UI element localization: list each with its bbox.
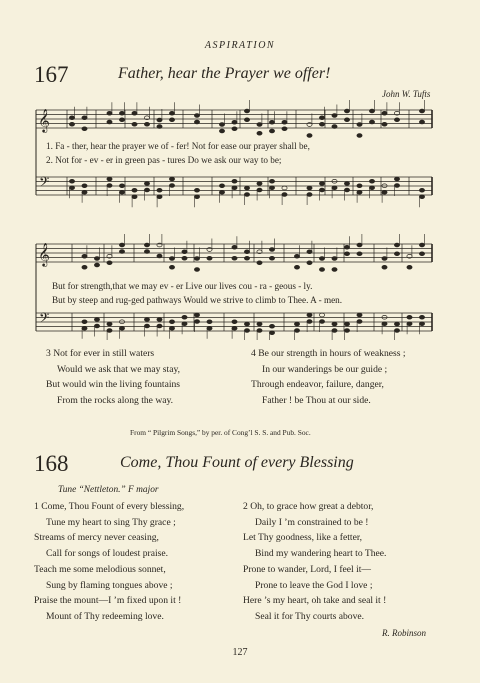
- note-head: [69, 179, 74, 183]
- note-head: [182, 250, 187, 254]
- note-head: [269, 324, 274, 328]
- note-head: [194, 114, 199, 118]
- note-head: [332, 268, 337, 272]
- note-head: [294, 329, 299, 333]
- note-head: [357, 252, 362, 256]
- note-head: [357, 184, 362, 188]
- note-head: [194, 268, 199, 272]
- stanza-line: 2 Oh, to grace how great a debtor,: [243, 501, 374, 512]
- note-head: [82, 320, 87, 324]
- note-head: [169, 118, 174, 122]
- note-head: [332, 114, 337, 118]
- stanza-line: In our wanderings be our guide ;: [262, 363, 388, 375]
- note-head: [369, 109, 374, 113]
- stanza-line: Through endeavor, failure, danger,: [251, 379, 384, 391]
- note-head: [169, 326, 174, 330]
- note-head: [194, 188, 199, 192]
- note-head: [232, 326, 237, 330]
- stanza-line: Teach me some melodious sonnet,: [34, 563, 166, 575]
- hymn-167-composer: John W. Tufts: [382, 89, 431, 99]
- hymn-167-number: 167: [34, 62, 69, 87]
- note-head: [419, 120, 424, 124]
- note-head: [382, 265, 387, 269]
- stanza-line: Prone to wander, Lord, I feel it—: [243, 563, 372, 575]
- note-head: [269, 120, 274, 124]
- note-head: [244, 193, 249, 197]
- note-head: [419, 252, 424, 256]
- note-head: [182, 322, 187, 326]
- hymn-168-author: R. Robinson: [382, 628, 426, 638]
- note-head: [107, 177, 112, 181]
- note-head: [269, 186, 274, 190]
- note-head: [344, 322, 349, 326]
- note-head: [132, 188, 137, 192]
- note-head: [369, 186, 374, 190]
- note-head: [332, 186, 337, 190]
- note-head: [319, 320, 324, 324]
- note-head: [419, 243, 424, 247]
- note-head: [169, 184, 174, 188]
- hymn-168-tune: Tune “Nettleton.” F major: [58, 485, 159, 495]
- stanza-line: 4 Be our strength in hours of weakness ;: [251, 348, 406, 359]
- note-head: [157, 254, 162, 258]
- note-head: [232, 320, 237, 324]
- note-head: [82, 265, 87, 269]
- note-head: [407, 315, 412, 319]
- note-head: [244, 186, 249, 190]
- note-head: [394, 243, 399, 247]
- note-head: [169, 111, 174, 115]
- note-head: [232, 256, 237, 260]
- note-head: [382, 190, 387, 194]
- note-head: [257, 188, 262, 192]
- system-1-lyrics-verse-2: 2. Not for - ev - er in green pas - tures Do we ask our way to be;: [46, 155, 282, 165]
- note-head: [344, 109, 349, 113]
- note-head: [144, 250, 149, 254]
- note-head: [144, 182, 149, 186]
- note-head: [132, 122, 137, 126]
- note-head: [244, 250, 249, 254]
- note-head: [344, 329, 349, 333]
- note-head: [194, 320, 199, 324]
- clef-glyph: 𝄢: [39, 174, 50, 193]
- note-head: [219, 129, 224, 133]
- note-head: [219, 190, 224, 194]
- note-head: [357, 123, 362, 127]
- note-head: [107, 111, 112, 115]
- note-head: [282, 186, 287, 190]
- stanza-line: Sung by flaming tongues above ;: [46, 579, 173, 591]
- note-head: [169, 265, 174, 269]
- note-head: [332, 329, 337, 333]
- note-head: [119, 118, 124, 122]
- note-head: [319, 188, 324, 192]
- note-head: [107, 329, 112, 333]
- note-head: [407, 265, 412, 269]
- note-head: [344, 118, 349, 122]
- note-head: [282, 127, 287, 131]
- note-head: [307, 250, 312, 254]
- note-head: [232, 179, 237, 183]
- stanza-line: Let Thy goodness, like a fetter,: [243, 532, 363, 544]
- note-head: [269, 179, 274, 183]
- note-head: [407, 322, 412, 326]
- note-head: [132, 195, 137, 199]
- note-head: [119, 184, 124, 188]
- stanza-line: Seal it for Thy courts above.: [255, 610, 365, 622]
- note-head: [282, 193, 287, 197]
- note-head: [244, 109, 249, 113]
- note-head: [232, 127, 237, 131]
- note-head: [257, 131, 262, 135]
- stanza-line: 3 Not for ever in still waters: [46, 348, 155, 359]
- note-head: [257, 261, 262, 265]
- note-head: [82, 254, 87, 258]
- note-head: [132, 111, 137, 115]
- note-head: [194, 313, 199, 317]
- note-head: [419, 315, 424, 319]
- page-number: 127: [232, 647, 248, 658]
- note-head: [319, 122, 324, 126]
- stanza-line: From the rocks along the way.: [57, 395, 174, 407]
- note-head: [107, 184, 112, 188]
- note-head: [144, 318, 149, 322]
- note-head: [294, 265, 299, 269]
- note-head: [157, 188, 162, 192]
- note-head: [207, 326, 212, 330]
- note-head: [307, 134, 312, 138]
- note-head: [157, 118, 162, 122]
- note-head: [169, 177, 174, 181]
- note-head: [82, 127, 87, 131]
- hymn-168-title: Come, Thou Fount of every Blessing: [120, 454, 354, 471]
- note-head: [332, 125, 337, 129]
- stanza-line: Mount of Thy redeeming love.: [46, 610, 164, 622]
- note-head: [357, 190, 362, 194]
- hymn-167-credit: From “ Pilgrim Songs,” by per. of Cong’l S. S. and Pub. Soc.: [130, 428, 311, 437]
- note-head: [194, 195, 199, 199]
- note-head: [357, 320, 362, 324]
- note-head: [107, 261, 112, 265]
- note-head: [369, 179, 374, 183]
- stanza-line: Daily I ’m constrained to be !: [255, 516, 369, 528]
- note-head: [157, 318, 162, 322]
- stanza-line: Prone to leave the God I love ;: [255, 579, 373, 591]
- note-head: [144, 324, 149, 328]
- note-head: [169, 320, 174, 324]
- stanza-line: But would win the living fountains: [46, 379, 181, 391]
- stanza-line: Bind my wandering heart to Thee.: [255, 548, 387, 560]
- note-head: [319, 313, 324, 317]
- stanza-line: Father ! be Thou at our side.: [262, 395, 371, 407]
- note-head: [82, 190, 87, 194]
- system-1-lyrics-verse-1: 1. Fa - ther, hear the prayer we of - fer! Not for ease our prayer shall be,: [46, 141, 310, 151]
- note-head: [94, 318, 99, 322]
- note-head: [357, 243, 362, 247]
- note-head: [369, 120, 374, 124]
- note-head: [232, 245, 237, 249]
- note-head: [182, 315, 187, 319]
- stanza-line: Here ’s my heart, oh take and seal it !: [243, 595, 387, 607]
- note-head: [157, 125, 162, 129]
- note-head: [94, 257, 99, 261]
- note-head: [282, 120, 287, 124]
- note-head: [357, 313, 362, 317]
- note-head: [357, 134, 362, 138]
- note-head: [82, 326, 87, 330]
- note-head: [169, 257, 174, 261]
- note-head: [269, 331, 274, 335]
- note-head: [119, 326, 124, 330]
- hymn-167-title: Father, hear the Prayer we offer!: [118, 65, 331, 82]
- note-head: [82, 184, 87, 188]
- note-head: [419, 195, 424, 199]
- note-head: [232, 186, 237, 190]
- hymn-168-stanza-1: [34, 499, 184, 625]
- note-head: [332, 257, 337, 261]
- clef-glyph: 𝄢: [39, 310, 50, 329]
- note-head: [394, 184, 399, 188]
- note-head: [344, 245, 349, 249]
- note-head: [382, 122, 387, 126]
- note-head: [244, 256, 249, 260]
- note-head: [419, 188, 424, 192]
- note-head: [294, 254, 299, 258]
- note-head: [69, 122, 74, 126]
- hymn-168-number: 168: [34, 451, 69, 476]
- stanza-line: Praise the mount—I ’m fixed upon it !: [34, 595, 182, 607]
- note-head: [144, 122, 149, 126]
- note-head: [344, 252, 349, 256]
- hymn-168-stanza-2: [243, 499, 386, 625]
- note-head: [269, 129, 274, 133]
- note-head: [232, 120, 237, 124]
- note-head: [82, 116, 87, 120]
- note-head: [219, 123, 224, 127]
- note-head: [382, 322, 387, 326]
- note-head: [157, 195, 162, 199]
- note-head: [382, 257, 387, 261]
- note-head: [207, 320, 212, 324]
- stanza-line: Call for songs of loudest praise.: [46, 548, 169, 560]
- stanza-line: Streams of mercy never ceasing,: [34, 532, 159, 544]
- note-head: [194, 257, 199, 261]
- note-head: [119, 250, 124, 254]
- note-head: [419, 109, 424, 113]
- note-head: [344, 188, 349, 192]
- note-head: [332, 322, 337, 326]
- note-head: [319, 268, 324, 272]
- note-head: [394, 329, 399, 333]
- note-head: [307, 261, 312, 265]
- stanza-line: Tune my heart to sing Thy grace ;: [46, 516, 176, 528]
- note-head: [269, 256, 274, 260]
- clef-glyph: 𝄞: [38, 108, 50, 132]
- note-head: [394, 252, 399, 256]
- note-head: [219, 184, 224, 188]
- system-2-lyrics-verse-1: But for strength,that we may ev - er Live our lives cou - ra - geous - ly.: [52, 281, 313, 291]
- note-head: [207, 256, 212, 260]
- note-head: [394, 177, 399, 181]
- note-head: [319, 116, 324, 120]
- note-head: [182, 256, 187, 260]
- stanza-line: 1 Come, Thou Fount of every blessing,: [34, 501, 185, 512]
- hymn-167-stanza-4: [251, 346, 406, 409]
- note-head: [319, 182, 324, 186]
- note-head: [419, 322, 424, 326]
- note-head: [244, 329, 249, 333]
- note-head: [107, 322, 112, 326]
- note-head: [319, 257, 324, 261]
- note-head: [294, 322, 299, 326]
- note-head: [69, 116, 74, 120]
- note-head: [307, 186, 312, 190]
- note-head: [157, 324, 162, 328]
- note-head: [119, 243, 124, 247]
- note-head: [257, 123, 262, 127]
- stanza-line: Would we ask that we may stay,: [57, 363, 181, 375]
- note-head: [119, 111, 124, 115]
- note-head: [394, 322, 399, 326]
- hymn-167-stanza-3: [46, 346, 180, 409]
- note-head: [307, 193, 312, 197]
- note-head: [257, 329, 262, 333]
- note-head: [257, 182, 262, 186]
- note-head: [94, 324, 99, 328]
- note-head: [307, 313, 312, 317]
- note-head: [144, 188, 149, 192]
- note-head: [257, 322, 262, 326]
- note-head: [344, 182, 349, 186]
- note-head: [394, 118, 399, 122]
- running-header: ASPIRATION: [204, 40, 276, 51]
- system-2-lyrics-verse-2: But by steep and rug-ged pathways Would we strive to climb to Thee. A - men.: [52, 295, 343, 305]
- clef-glyph: 𝄞: [38, 242, 50, 266]
- note-head: [269, 248, 274, 252]
- note-head: [382, 111, 387, 115]
- note-head: [69, 186, 74, 190]
- note-head: [307, 320, 312, 324]
- note-head: [119, 190, 124, 194]
- note-head: [194, 120, 199, 124]
- note-head: [94, 263, 99, 267]
- note-head: [144, 243, 149, 247]
- note-head: [107, 120, 112, 124]
- note-head: [244, 322, 249, 326]
- note-head: [244, 118, 249, 122]
